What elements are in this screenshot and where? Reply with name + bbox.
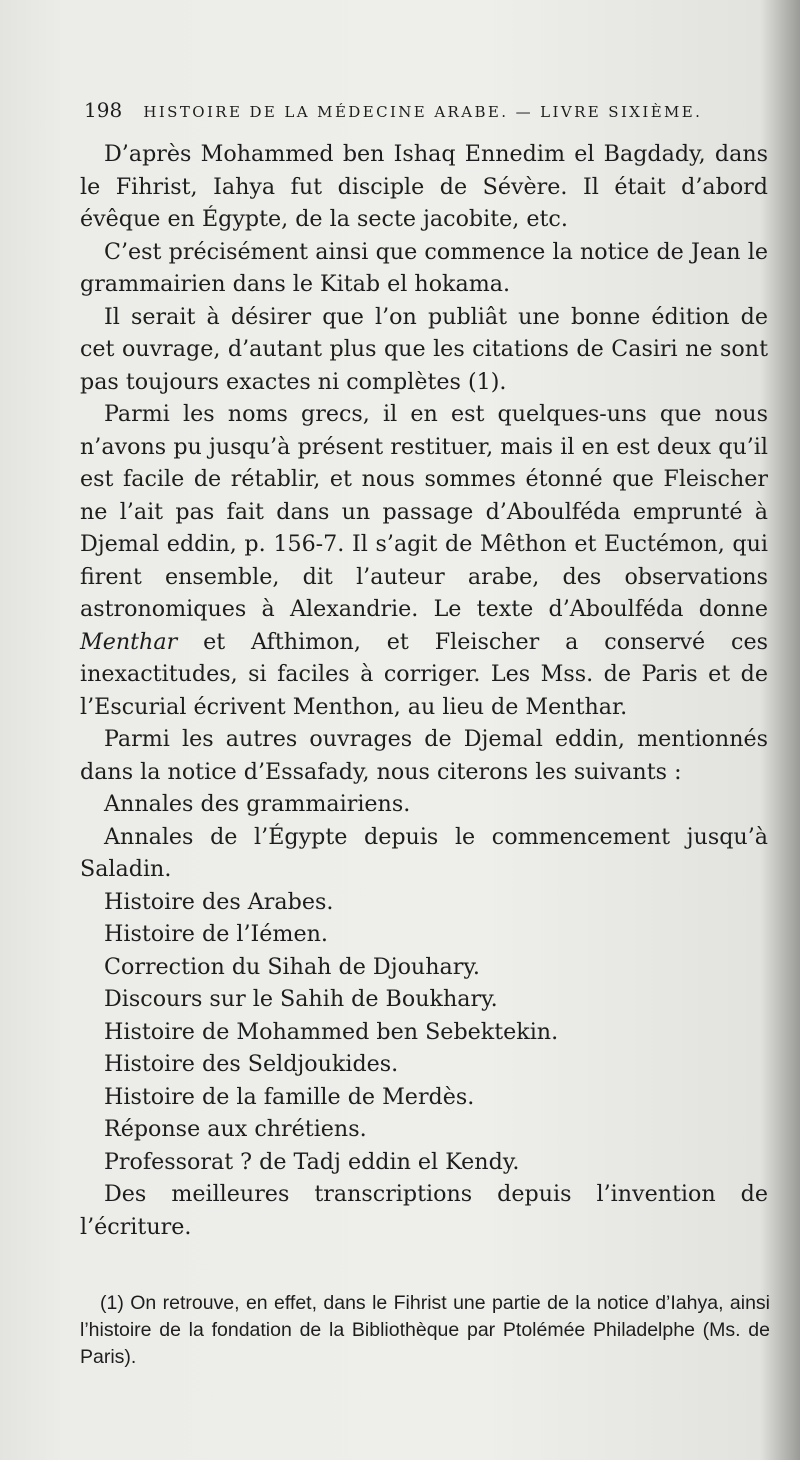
footnote-text: (1) On retrouve, en effet, dans le Fihrist une partie de la notice d’Iahya, ainsi l’histoire de la fondation de la Bibliothèque par Ptolémée Philadelphe (Ms. de Paris). bbox=[80, 1292, 770, 1368]
paragraph-5: Parmi les autres ouvrages de Djemal eddin, mentionnés dans la notice d’Essafady, nous citerons les suivants : bbox=[80, 726, 768, 785]
running-title: HISTOIRE DE LA MÉDECINE ARABE. — LIVRE SIXIÈME. bbox=[143, 103, 703, 121]
list-item: Réponse aux chrétiens. bbox=[104, 1116, 367, 1142]
list-item: Histoire de l’Iémen. bbox=[104, 921, 328, 947]
list-item: Correction du Sihah de Djouhary. bbox=[104, 953, 480, 980]
list-item: Histoire de Mohammed ben Sebektekin. bbox=[104, 1018, 559, 1045]
running-header bbox=[84, 98, 780, 122]
list-item: Histoire des Arabes. bbox=[104, 888, 334, 915]
paragraph-4 bbox=[80, 398, 768, 723]
paragraph-3: Il serait à désirer que l’on publiât une bonne édition de cet ouvrage, d’autant plus que les citations de Casiri ne sont pas toujours exactes ni complètes (1). bbox=[80, 303, 768, 395]
list-item: Discours sur le Sahih de Boukhary. bbox=[104, 986, 498, 1012]
list-item: Annales des grammairiens. bbox=[104, 791, 411, 817]
paragraph-1: D’après Mohammed ben Ishaq Ennedim el Bagdady, dans le Fihrist, Iahya fut disciple de Sévère. Il était d’abord évêque en Égypte, de la secte jacobite, etc. bbox=[80, 141, 768, 232]
italic-term: Menthar bbox=[80, 628, 178, 655]
paragraph-4-text-b: et Afthimon, et Fleischer a conservé ces inexactitudes, si faciles à corriger. Les Mss. de Paris et de l’Escurial écrivent Menthon, au lieu de Menthar. bbox=[80, 628, 768, 720]
list-item: Histoire des Seldjoukides. bbox=[104, 1051, 399, 1077]
page-number: 198 bbox=[84, 98, 123, 122]
paragraph-2: C’est précisément ainsi que commence la notice de Jean le grammairien dans le Kitab el hokama. bbox=[80, 238, 768, 297]
list-item: Professorat ? de Tadj eddin el Kendy. bbox=[104, 1148, 520, 1175]
list-item: Annales de l’Égypte depuis le commencement jusqu’à Saladin. bbox=[80, 823, 768, 882]
list-item: Des meilleures transcriptions depuis l’invention de l’écriture. bbox=[80, 1181, 768, 1240]
list-item: Histoire de la famille de Merdès. bbox=[104, 1083, 475, 1110]
footnote bbox=[80, 1290, 770, 1371]
main-text bbox=[80, 138, 768, 1243]
works-list bbox=[80, 788, 768, 1243]
paragraph-4-text-a: Parmi les noms grecs, il en est quelques-uns que nous n’avons pu jusqu’à présent restituer, mais il en est deux qu’il est facile de rétablir, et nous sommes étonné que Fleischer ne l’ait pas fait dans un passage d’Aboulféda emprunté à Djemal eddin, p. 156-7. Il s’agit de Mêthon et Euctémon, qui firent ensemble, dit l’auteur arabe, des observations astronomiques à Alexandrie. Le texte d’Aboulféda donne bbox=[80, 401, 768, 622]
